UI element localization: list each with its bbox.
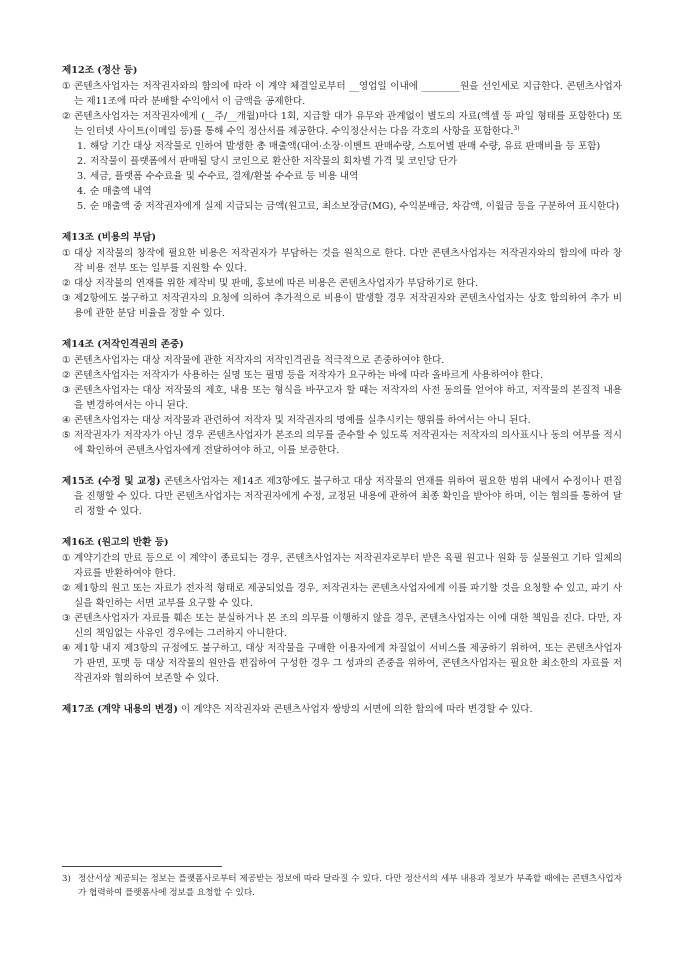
contract-document: [62, 63, 622, 733]
article-14-para-2: [62, 368, 622, 383]
item-number: 4.: [77, 186, 87, 197]
para-number: ②: [62, 278, 71, 289]
para-number: ①: [62, 355, 71, 366]
para-text: 콘텐츠사업자는 저작권자에게 (__주/__개월)마다 1회, 지급할 대가 유무와 관계없이 별도의 자료(엑셀 등 파일 형태를 포함한다) 또는 인터넷 사이트(이메일 등)를 통해 수익 정산서를 제공한다. 수익정산서는 다음 각호의 사항을 포함한다.: [74, 111, 622, 137]
article-16-heading: 제16조 (원고의 반환 등): [62, 537, 169, 548]
item-number: 5.: [77, 201, 87, 212]
article-12-item-1: [62, 139, 622, 154]
para-text: 콘텐츠사업자는 저작권자와의 합의에 따라 이 계약 체결일로부터 __영업일 이내에 ________원을 선인세로 지급한다. 콘텐츠사업자는 제11조에 따라 분배할 수익에서 이 금액을 공제한다.: [74, 81, 622, 107]
para-number: ②: [62, 370, 71, 381]
article-14-para-4: [62, 413, 622, 428]
article-12-para-1: [62, 79, 622, 109]
article-13-heading: 제13조 (비용의 부담): [62, 232, 156, 243]
para-number: ④: [62, 415, 71, 426]
item-text: 순 매출액 내역: [90, 186, 152, 197]
para-text: 계약기간의 만료 등으로 이 계약이 종료되는 경우, 콘텐츠사업자는 저작권자로부터 받은 육필 원고나 원화 등 실물원고 기타 일체의 자료를 반환하여야 한다.: [74, 553, 622, 579]
article-16-para-4: [62, 641, 622, 686]
article-13-para-3: [62, 291, 622, 321]
article-17-heading: 제17조 (계약 내용의 변경): [62, 704, 178, 715]
para-text: 제1항의 원고 또는 자료가 전자적 형태로 제공되었을 경우, 저작권자는 콘텐츠사업자에게 이를 파기할 것을 요청할 수 있고, 파기 사실을 확인하는 서면 교부를 요구할 수 있다.: [74, 583, 622, 609]
article-15-text: 콘텐츠사업자는 제14조 제3항에도 불구하고 대상 저작물의 연재를 위하여 필요한 범위 내에서 수정이나 편집을 진행할 수 있다. 다만 콘텐츠사업자는 저작권자에게 수정, 교정된 내용에 관하여 최종 확인을 받아야 하며, 이는 협의를 통하여 달리 정할 수 있다.: [74, 476, 622, 517]
para-text: 대상 저작물의 연재를 위한 제작비 및 판매, 홍보에 따른 비용은 콘텐츠사업자가 부담하기로 한다.: [74, 278, 479, 289]
article-17-text: 이 계약은 저작권자와 콘텐츠사업자 쌍방의 서면에 의한 합의에 따라 변경할 수 있다.: [177, 704, 533, 715]
para-number: ①: [62, 553, 71, 564]
para-text: 콘텐츠사업자는 대상 저작물과 관련하여 저작자 및 저작권자의 명예를 실추시키는 행위를 하여서는 아니 된다.: [74, 415, 531, 426]
footnote-ref[interactable]: 3): [513, 124, 520, 132]
article-12-item-4: [62, 184, 622, 199]
article-16-para-1: [62, 551, 622, 581]
item-text: 저작물이 플랫폼에서 판매될 당시 코인으로 환산한 저작물의 회차별 가격 및 코인당 단가: [90, 156, 458, 167]
article-15-heading: 제15조 (수정 및 교정): [62, 476, 161, 487]
para-text: 제2항에도 불구하고 저작권자의 요청에 의하여 추가적으로 비용이 발생할 경우 저작권자와 콘텐츠사업자는 상호 합의하여 추가 비용에 관한 분담 비율을 정할 수 있다.: [74, 293, 622, 319]
item-number: 3.: [77, 171, 87, 182]
para-text: 콘텐츠사업자가 자료를 훼손 또는 분실하거나 본 조의 의무를 이행하지 않을 경우, 콘텐츠사업자는 이에 대한 책임을 진다. 다만, 자신의 책임없는 사유인 경우에는 그러하지 아니한다.: [74, 613, 622, 639]
para-number: ①: [62, 248, 71, 259]
para-text: 콘텐츠사업자는 저작자가 사용하는 실명 또는 필명 등을 저작자가 요구하는 바에 따라 올바르게 사용하여야 한다.: [74, 370, 544, 381]
para-number: ③: [62, 385, 71, 396]
para-number: ②: [62, 111, 71, 122]
footnote-divider: [62, 866, 222, 867]
article-13-para-1: [62, 246, 622, 276]
article-12-item-3: [62, 169, 622, 184]
para-text: 제1항 내지 제3항의 규정에도 불구하고, 대상 저작물을 구매한 이용자에게 차질없이 서비스를 제공하기 위하여, 또는 콘텐츠사업자가 판면, 포맷 등 대상 저작물의 원안을 편집하여 구성한 경우 그 성과의 존중을 위하여, 콘텐츠사업자는 필요한 최소한의 자료를 저작권자와 협의하여 보존할 수 있다.: [74, 643, 622, 684]
para-number: ②: [62, 583, 71, 594]
footnote-text: 정산서상 제공되는 정보는 플랫폼사로부터 제공받는 정보에 따라 달라질 수 있다. 다만 정산서의 세부 내용과 정보가 부족할 때에는 콘텐츠사업자가 협력하여 플랫폼사에 정보를 요청할 수 있다.: [78, 874, 622, 898]
article-12-para-2: [62, 109, 622, 139]
article-14-para-3: [62, 383, 622, 413]
article-16-para-2: [62, 581, 622, 611]
article-13: [62, 230, 622, 321]
item-text: 세금, 플랫폼 수수료율 및 수수료, 결제/환불 수수료 등 비용 내역: [90, 171, 359, 182]
article-16: [62, 535, 622, 686]
article-12: [62, 63, 622, 214]
article-15: [62, 474, 622, 519]
article-14: [62, 337, 622, 458]
item-text: 순 매출액 중 저작권자에게 실제 지급되는 금액(원고료, 최소보장금(MG), 수익분배금, 차감액, 이월금 등을 구분하여 표시한다): [90, 201, 620, 212]
article-12-item-2: [62, 154, 622, 169]
article-17-body: [62, 702, 622, 717]
item-number: 1.: [77, 141, 87, 152]
article-14-para-1: [62, 353, 622, 368]
article-12-item-5: [62, 199, 622, 214]
article-15-body: [62, 474, 622, 519]
para-number: ③: [62, 293, 71, 304]
para-number: ③: [62, 613, 71, 624]
para-text: 콘텐츠사업자는 대상 저작물의 제호, 내용 또는 형식을 바꾸고자 할 때는 저작자의 사전 동의를 얻어야 하고, 저작물의 본질적 내용을 변경하여서는 아니 된다.: [74, 385, 622, 411]
article-14-heading: 제14조 (저작인격권의 존중): [62, 339, 184, 350]
article-17: [62, 702, 622, 717]
article-14-para-5: [62, 428, 622, 458]
article-16-para-3: [62, 611, 622, 641]
para-text: 콘텐츠사업자는 대상 저작물에 관한 저작자의 저작인격권을 적극적으로 존중하여야 한다.: [74, 355, 445, 366]
para-text-wrap: [74, 109, 622, 139]
item-text: 해당 기간 대상 저작물로 인하여 발생한 총 매출액(대여·소장·이벤트 판매수량, 스토어별 판매 수량, 유료 판매비율 등 포함): [90, 141, 601, 152]
para-number: ④: [62, 643, 71, 654]
para-text: 저작권자가 저작자가 아닌 경우 콘텐츠사업자가 본조의 의무를 준수할 수 있도록 저작권자는 저작자의 의사표시나 동의 여부를 적시에 확인하여 콘텐츠사업자에게 전달하여야 하고, 이를 보증한다.: [74, 430, 622, 456]
item-number: 2.: [77, 156, 87, 167]
article-12-heading: 제12조 (정산 등): [62, 65, 138, 76]
article-13-para-2: [62, 276, 622, 291]
footnote: [62, 872, 622, 900]
para-text: 대상 저작물의 창작에 필요한 비용은 저작권자가 부담하는 것을 원칙으로 한다. 다만 콘텐츠사업자는 저작권자와의 합의에 따라 창작 비용 전부 또는 일부를 지원할 수 있다.: [74, 248, 622, 274]
footnote-number: 3): [62, 874, 71, 884]
para-number: ①: [62, 81, 71, 92]
para-number: ⑤: [62, 430, 71, 441]
